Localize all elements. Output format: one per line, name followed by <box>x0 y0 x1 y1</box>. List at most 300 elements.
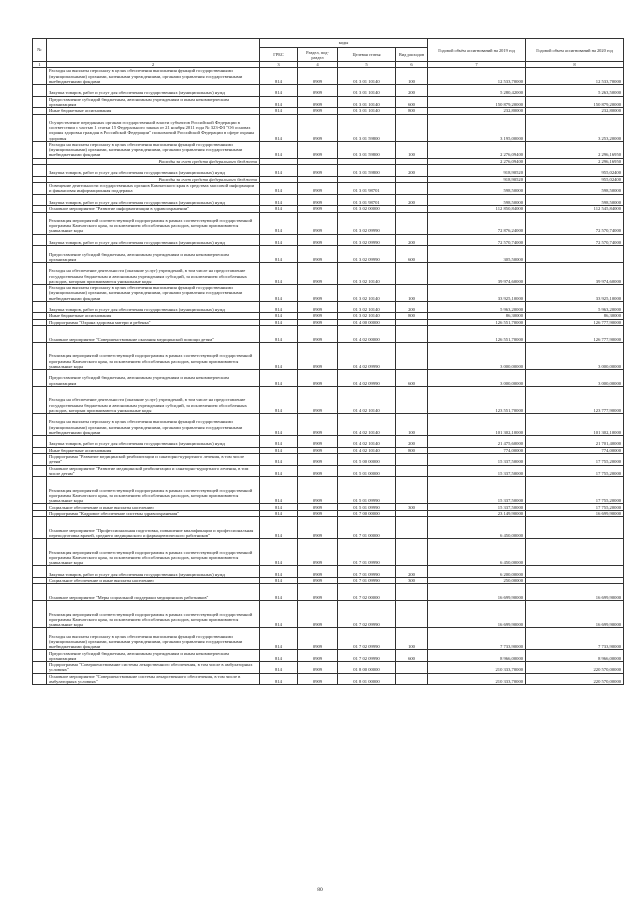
row-grbs-cell: 814 <box>260 326 298 343</box>
table-row <box>33 628 624 650</box>
row-section-cell: 0909 <box>298 673 338 685</box>
row-grbs-cell: 814 <box>260 454 298 466</box>
row-2019-cell: 6 450,00000 <box>428 539 526 566</box>
row-section-cell: 0909 <box>298 584 338 601</box>
row-section-cell: 0909 <box>298 194 338 206</box>
row-number-cell <box>33 182 47 194</box>
row-target-cell: 01 4 02 10140 <box>338 447 396 453</box>
row-grbs-cell: 814 <box>260 504 298 510</box>
row-section-cell: 0909 <box>298 96 338 108</box>
row-target-cell: 01 7 02 00000 <box>338 584 396 601</box>
row-number-cell <box>33 517 47 539</box>
row-section-cell: 0909 <box>298 326 338 343</box>
row-kind-cell <box>396 584 428 601</box>
header-no: № <box>33 39 47 62</box>
row-section-cell: 0909 <box>298 510 338 516</box>
row-grbs-cell: 814 <box>260 577 298 583</box>
table-row <box>33 661 624 673</box>
row-name-cell: Освещение деятельности государственных органов Камчатского края в средствах массовой информации и финансовая информационная поддержка <box>47 182 260 194</box>
row-2020-cell: 17 755,20000 <box>526 454 624 466</box>
row-kind-cell: 600 <box>396 246 428 263</box>
row-grbs-cell: 814 <box>260 414 298 436</box>
row-name-cell: Реализация мероприятий соответствующей подпрограммы в рамках соответствующей государственной программы Камчатского края, за исключением обособленных расходов, которым присваиваются уникальные коды <box>47 342 260 369</box>
row-target-cell: 01 7 01 00000 <box>338 517 396 539</box>
row-section-cell: 0909 <box>298 447 338 453</box>
row-name-cell: Реализация мероприятий соответствующей подпрограммы в рамках соответствующей государственной программы Камчатского края, за исключением обособленных расходов, которым присваиваются уникальные коды <box>47 477 260 504</box>
row-section-cell: 0909 <box>298 436 338 448</box>
col-number: 1 <box>33 62 47 68</box>
row-target-cell: 01 4 02 10140 <box>338 436 396 448</box>
row-name-cell: Расходы на выплаты персоналу в целях обеспечения выполнения функций государственными (муниципальными) органами, казенными учреждениями, органами управления государственными внебюджетными фондами <box>47 141 260 158</box>
row-2019-cell: 15 337,50000 <box>428 477 526 504</box>
row-section-cell: 0909 <box>298 108 338 114</box>
row-2019-cell: 6 200,00000 <box>428 566 526 578</box>
row-section-cell: 0909 <box>298 454 338 466</box>
row-number-cell <box>33 414 47 436</box>
table-row <box>33 517 624 539</box>
row-name-cell: Предоставление субсидий бюджетным, автономным учреждениям и иным некоммерческим организациям <box>47 370 260 387</box>
row-target-cell: 01 5 01 00000 <box>338 465 396 477</box>
row-2019-cell: 39 974,60000 <box>428 262 526 284</box>
row-number-cell <box>33 114 47 141</box>
row-grbs-cell: 814 <box>260 370 298 387</box>
row-2020-cell: 16 699,90000 <box>526 510 624 516</box>
row-grbs-cell: 814 <box>260 436 298 448</box>
row-grbs-cell: 814 <box>260 164 298 176</box>
row-2019-cell: 918,90520 <box>428 164 526 176</box>
table-row <box>33 284 624 301</box>
header-target: Целевая статья <box>338 48 396 62</box>
row-kind-cell: 200 <box>396 164 428 176</box>
row-grbs-cell: 814 <box>260 510 298 516</box>
row-target-cell: 01 3 02 09990 <box>338 212 396 234</box>
row-name-cell: Закупка товаров, работ и услуг для обеспечения государственных (муниципальных) нужд <box>47 164 260 176</box>
row-name-cell: Закупка товаров, работ и услуг для обеспечения государственных (муниципальных) нужд <box>47 436 260 448</box>
row-2020-cell: 39 974,60000 <box>526 262 624 284</box>
row-kind-cell <box>396 386 428 413</box>
row-kind-cell: 100 <box>396 628 428 650</box>
table-row <box>33 342 624 369</box>
row-grbs-cell: 814 <box>260 114 298 141</box>
row-2020-cell: 220 570,00000 <box>526 673 624 685</box>
row-kind-cell: 800 <box>396 108 428 114</box>
row-number-cell <box>33 246 47 263</box>
header-vol-2020: Годовой объем ассигнований на 2020 год <box>526 39 624 62</box>
table-row <box>33 246 624 263</box>
row-grbs-cell: 814 <box>260 319 298 325</box>
row-grbs-cell: 814 <box>260 447 298 453</box>
table-body <box>33 68 624 685</box>
row-number-cell <box>33 96 47 108</box>
table-row <box>33 566 624 578</box>
row-name-cell: Иные бюджетные ассигнования <box>47 447 260 453</box>
row-2019-cell: 598,50000 <box>428 194 526 206</box>
row-2019-cell: 5 963,20000 <box>428 301 526 313</box>
row-grbs-cell: 814 <box>260 141 298 158</box>
row-kind-cell: 200 <box>396 194 428 206</box>
row-target-cell: 01 3 02 10140 <box>338 262 396 284</box>
row-2020-cell: 955,02400 <box>526 164 624 176</box>
row-2019-cell: 23 149,90000 <box>428 510 526 516</box>
row-2020-cell: 126 777,90000 <box>526 319 624 325</box>
row-kind-cell: 800 <box>396 313 428 319</box>
row-section-cell: 0909 <box>298 182 338 194</box>
row-number-cell <box>33 262 47 284</box>
row-2020-cell: 17 755,20000 <box>526 477 624 504</box>
table-row <box>33 584 624 601</box>
row-kind-cell: 200 <box>396 301 428 313</box>
row-target-cell: 01 3 02 09990 <box>338 246 396 263</box>
row-name-cell: Закупка товаров, работ и услуг для обеспечения государственных (муниципальных) нужд <box>47 301 260 313</box>
row-target-cell: 01 7 01 09990 <box>338 577 396 583</box>
row-section-cell: 0909 <box>298 85 338 97</box>
row-section-cell: 0909 <box>298 566 338 578</box>
row-grbs-cell: 814 <box>260 313 298 319</box>
row-kind-cell <box>396 262 428 284</box>
row-2020-cell <box>526 246 624 263</box>
row-grbs-cell: 814 <box>260 206 298 212</box>
row-target-cell: 01 4 02 09990 <box>338 370 396 387</box>
row-2019-cell: 2 276,09400 <box>428 158 526 164</box>
row-2019-cell: 3 000,00000 <box>428 342 526 369</box>
row-target-cell: 01 3 01 98701 <box>338 182 396 194</box>
row-grbs-cell: 814 <box>260 85 298 97</box>
col-number: 8 <box>526 62 624 68</box>
table-row <box>33 262 624 284</box>
row-section-cell: 0909 <box>298 628 338 650</box>
row-grbs-cell: 814 <box>260 628 298 650</box>
row-number-cell <box>33 301 47 313</box>
row-name-cell: Иные бюджетные ассигнования <box>47 108 260 114</box>
row-2019-cell: 250,00000 <box>428 577 526 583</box>
row-number-cell <box>33 164 47 176</box>
row-grbs-cell: 814 <box>260 262 298 284</box>
row-number-cell <box>33 141 47 158</box>
row-grbs-cell: 814 <box>260 246 298 263</box>
row-target-cell: 01 5 00 00000 <box>338 454 396 466</box>
row-target-cell: 01 7 02 09990 <box>338 650 396 662</box>
row-kind-cell <box>396 465 428 477</box>
row-2020-cell: 955,02400 <box>526 176 624 182</box>
row-target-cell: 01 3 01 59800 <box>338 141 396 158</box>
table-row <box>33 601 624 628</box>
row-grbs-cell: 814 <box>260 96 298 108</box>
table-row <box>33 212 624 234</box>
row-number-cell <box>33 194 47 206</box>
row-number-cell <box>33 436 47 448</box>
row-section-cell: 0909 <box>298 370 338 387</box>
row-kind-cell: 300 <box>396 504 428 510</box>
row-name-cell: Расходы за счет средств федерального бюджета <box>47 158 260 164</box>
row-section-cell: 0909 <box>298 206 338 212</box>
row-number-cell <box>33 465 47 477</box>
row-grbs-cell: 814 <box>260 661 298 673</box>
row-grbs-cell: 814 <box>260 566 298 578</box>
row-target-cell: 01 5 01 09990 <box>338 504 396 510</box>
header-name <box>47 39 260 62</box>
row-2020-cell: 86,30000 <box>526 313 624 319</box>
row-name-cell: Закупка товаров, работ и услуг для обеспечения государственных (муниципальных) нужд <box>47 566 260 578</box>
col-number: 3 <box>260 62 298 68</box>
row-number-cell <box>33 539 47 566</box>
row-2019-cell: 16 699,90000 <box>428 584 526 601</box>
row-2019-cell: 72 570,74000 <box>428 234 526 246</box>
row-section-cell: 0909 <box>298 386 338 413</box>
row-2019-cell: 305,50000 <box>428 246 526 263</box>
row-2020-cell: 17 755,20000 <box>526 465 624 477</box>
row-name-cell: Подпрограмма "Охрана здоровья матери и ребенка" <box>47 319 260 325</box>
row-target-cell: 01 4 02 09990 <box>338 342 396 369</box>
row-2019-cell: 126 551,70000 <box>428 326 526 343</box>
row-2019-cell: 8 966,00000 <box>428 650 526 662</box>
row-name-cell: Подпрограмма "Развитие медицинской реабилитации и санаторно-курортного лечения, в том числе детям" <box>47 454 260 466</box>
row-2020-cell: 8 966,00000 <box>526 650 624 662</box>
row-section-cell: 0909 <box>298 650 338 662</box>
table-row <box>33 141 624 158</box>
row-kind-cell <box>396 601 428 628</box>
row-kind-cell <box>396 114 428 141</box>
row-target-cell: 01 3 02 10140 <box>338 301 396 313</box>
table-row <box>33 465 624 477</box>
row-2020-cell: 2 296,16950 <box>526 158 624 164</box>
row-2019-cell: 232,80000 <box>428 108 526 114</box>
row-name-cell: Расходы на выплаты персоналу в целях обеспечения выполнения функций государственными (муниципальными) органами, казенными учреждениями, органами управления государственными внебюджетными фондами <box>47 284 260 301</box>
row-kind-cell: 100 <box>396 414 428 436</box>
table-row <box>33 386 624 413</box>
row-number-cell <box>33 284 47 301</box>
row-kind-cell: 600 <box>396 370 428 387</box>
row-2020-cell <box>526 517 624 539</box>
row-section-cell: 0909 <box>298 284 338 301</box>
row-target-cell: 01 7 00 00000 <box>338 510 396 516</box>
row-2020-cell: 598,50000 <box>526 182 624 194</box>
row-2019-cell: 210 333,70000 <box>428 673 526 685</box>
row-name-cell: Расходы на выплаты персоналу в целях обеспечения выполнения функций государственными (муниципальными) органами, казенными учреждениями, органами управления государственными внебюджетными фондами <box>47 414 260 436</box>
table-row <box>33 539 624 566</box>
row-kind-cell <box>396 517 428 539</box>
row-2020-cell: 3 253,20000 <box>526 114 624 141</box>
row-number-cell <box>33 661 47 673</box>
row-grbs-cell: 814 <box>260 182 298 194</box>
row-2019-cell: 101 302,10000 <box>428 414 526 436</box>
header-codes: коды <box>260 39 428 48</box>
header-grbs: ГРБС <box>260 48 298 62</box>
table-row <box>33 436 624 448</box>
row-grbs-cell: 814 <box>260 234 298 246</box>
row-2020-cell: 12 533,70000 <box>526 68 624 85</box>
row-2019-cell: 126 551,70000 <box>428 319 526 325</box>
row-2019-cell: 918,90520 <box>428 176 526 182</box>
row-section-cell: 0909 <box>298 477 338 504</box>
row-2020-cell: 33 925,10000 <box>526 284 624 301</box>
row-2019-cell: 16 699,90000 <box>428 601 526 628</box>
row-kind-cell: 200 <box>396 436 428 448</box>
row-2020-cell: 17 755,20000 <box>526 504 624 510</box>
col-number: 6 <box>396 62 428 68</box>
row-name-cell: Социальное обеспечение и иные выплаты населению <box>47 504 260 510</box>
row-section-cell: 0909 <box>298 164 338 176</box>
row-name-cell: Реализация мероприятий соответствующей подпрограммы в рамках соответствующей государственной программы Камчатского края, за исключением обособленных расходов, которым присваиваются уникальные коды <box>47 539 260 566</box>
table-row <box>33 96 624 108</box>
row-name-cell: Реализация мероприятий соответствующей подпрограммы в рамках соответствующей государственной программы Камчатского края, за исключением обособленных расходов, которым присваиваются уникальные коды <box>47 601 260 628</box>
row-2020-cell: 3 000,00000 <box>526 342 624 369</box>
row-2020-cell: 112 545,84000 <box>526 206 624 212</box>
row-number-cell <box>33 342 47 369</box>
row-grbs-cell: 814 <box>260 108 298 114</box>
row-grbs-cell: 814 <box>260 212 298 234</box>
row-section-cell: 0909 <box>298 246 338 263</box>
row-2019-cell: 3 195,00000 <box>428 114 526 141</box>
table-row <box>33 234 624 246</box>
row-number-cell <box>33 673 47 685</box>
row-2020-cell: 2 296,16950 <box>526 141 624 158</box>
row-2020-cell: 220 570,00000 <box>526 661 624 673</box>
row-2020-cell: 5 263,50000 <box>526 85 624 97</box>
row-2020-cell: 232,80000 <box>526 108 624 114</box>
table-row <box>33 85 624 97</box>
row-kind-cell: 800 <box>396 447 428 453</box>
budget-table-sheet <box>32 38 623 685</box>
row-2019-cell: 5 280,42000 <box>428 85 526 97</box>
row-2019-cell: 33 925,10000 <box>428 284 526 301</box>
row-name-cell: Предоставление субсидий бюджетным, автономным учреждениям и иным некоммерческим организациям <box>47 246 260 263</box>
row-name-cell: Реализация мероприятий соответствующей подпрограммы в рамках соответствующей государственной программы Камчатского края, за исключением обособленных расходов, которым присваиваются уникальные коды <box>47 212 260 234</box>
row-number-cell <box>33 386 47 413</box>
row-number-cell <box>33 212 47 234</box>
row-name-cell: Основное мероприятие "Развитие информатизации в здравоохранении" <box>47 206 260 212</box>
row-target-cell: 01 4 02 00000 <box>338 326 396 343</box>
row-grbs-cell: 814 <box>260 477 298 504</box>
table-row <box>33 414 624 436</box>
row-number-cell <box>33 454 47 466</box>
row-2019-cell: 123 551,70000 <box>428 386 526 413</box>
row-name-cell: Социальное обеспечение и иные выплаты населению <box>47 577 260 583</box>
row-section-cell: 0909 <box>298 342 338 369</box>
row-name-cell: Закупка товаров, работ и услуг для обеспечения государственных (муниципальных) нужд <box>47 234 260 246</box>
row-target-cell: 01 3 01 10140 <box>338 68 396 85</box>
row-2020-cell: 126 777,90000 <box>526 326 624 343</box>
row-section-cell: 0909 <box>298 301 338 313</box>
row-section-cell: 0909 <box>298 114 338 141</box>
row-name-cell: Подпрограмма "Совершенствование системы лекарственного обеспечения, в том числе в амбулаторных условиях" <box>47 661 260 673</box>
table-row <box>33 301 624 313</box>
header-section: Раздел, под- раздел <box>298 48 338 62</box>
row-target-cell: 01 3 01 59800 <box>338 164 396 176</box>
row-section-cell: 0909 <box>298 517 338 539</box>
row-name-cell: Основное мероприятие "Меры социальной поддержки медицинских работников" <box>47 584 260 601</box>
row-target-cell: 01 3 01 59800 <box>338 114 396 141</box>
row-grbs-cell: 814 <box>260 601 298 628</box>
row-2020-cell: 21 701,40000 <box>526 436 624 448</box>
row-2020-cell: 72 570,74000 <box>526 234 624 246</box>
row-kind-cell: 600 <box>396 96 428 108</box>
row-kind-cell <box>396 477 428 504</box>
row-name-cell: Подпрограмма "Кадровое обеспечение системы здравоохранения" <box>47 510 260 516</box>
row-2019-cell: 15 337,50000 <box>428 454 526 466</box>
row-2020-cell: 150 879,20000 <box>526 96 624 108</box>
row-number-cell <box>33 68 47 85</box>
row-name-cell: Закупка товаров, работ и услуг для обеспечения государственных (муниципальных) нужд <box>47 85 260 97</box>
table-row <box>33 370 624 387</box>
row-2019-cell: 150 879,20000 <box>428 96 526 108</box>
row-kind-cell: 600 <box>396 650 428 662</box>
table-row <box>33 454 624 466</box>
row-2019-cell: 2 276,09400 <box>428 141 526 158</box>
row-kind-cell <box>396 326 428 343</box>
row-grbs-cell: 814 <box>260 673 298 685</box>
row-2020-cell: 3 000,00000 <box>526 370 624 387</box>
row-name-cell: Основное мероприятие "Развитие медицинской реабилитации и санаторно-курортного лечения, в том числе детям" <box>47 465 260 477</box>
row-grbs-cell: 814 <box>260 650 298 662</box>
col-number: 5 <box>338 62 396 68</box>
row-2019-cell: 774,00000 <box>428 447 526 453</box>
row-grbs-cell: 814 <box>260 301 298 313</box>
row-target-cell: 01 3 02 10140 <box>338 284 396 301</box>
row-section-cell: 0909 <box>298 313 338 319</box>
row-target-cell: 01 7 01 09990 <box>338 539 396 566</box>
row-section-cell: 0909 <box>298 577 338 583</box>
row-name-cell: Предоставление субсидий бюджетным, автономным учреждениям и иным некоммерческим организациям <box>47 650 260 662</box>
row-grbs-cell: 814 <box>260 517 298 539</box>
table-row <box>33 326 624 343</box>
row-2019-cell: 15 337,50000 <box>428 504 526 510</box>
row-kind-cell: 200 <box>396 566 428 578</box>
row-2020-cell: 101 302,10000 <box>526 414 624 436</box>
row-name-cell: Основное мероприятие "Профессиональная подготовка, повышение квалификации и профессиональная переподготовка врачей, среднего медицинского и фармацевтического работников" <box>47 517 260 539</box>
row-section-cell: 0909 <box>298 68 338 85</box>
row-2020-cell: 72 570,74000 <box>526 212 624 234</box>
table-row <box>33 68 624 85</box>
row-kind-cell <box>396 342 428 369</box>
row-number-cell <box>33 601 47 628</box>
row-2019-cell: 112 850,84000 <box>428 206 526 212</box>
budget-table <box>32 38 624 685</box>
row-target-cell: 01 4 02 10140 <box>338 386 396 413</box>
row-section-cell: 0909 <box>298 319 338 325</box>
row-grbs-cell: 814 <box>260 194 298 206</box>
header-kind: Вид расходов <box>396 48 428 62</box>
row-number-cell <box>33 477 47 504</box>
row-target-cell: 01 3 01 10140 <box>338 96 396 108</box>
row-name-cell: Расходы на обеспечение деятельности (оказание услуг) учреждений, в том числе на предоставление государственным бюджетным и автономным учреждениям субсидий, за исключением обособленных расходов, которым присваиваются уникальные коды <box>47 262 260 284</box>
row-section-cell: 0909 <box>298 504 338 510</box>
row-grbs-cell: 814 <box>260 584 298 601</box>
col-number: 7 <box>428 62 526 68</box>
row-kind-cell <box>396 454 428 466</box>
row-kind-cell: 100 <box>396 68 428 85</box>
row-2019-cell: 21 475,60000 <box>428 436 526 448</box>
row-name-cell: Основное мероприятие "Совершенствование оказания медицинской помощи детям" <box>47 326 260 343</box>
table-row <box>33 650 624 662</box>
row-2019-cell: 3 000,00000 <box>428 370 526 387</box>
row-2020-cell: 598,50000 <box>526 194 624 206</box>
row-section-cell: 0909 <box>298 661 338 673</box>
row-2019-cell: 6 450,00000 <box>428 517 526 539</box>
row-2020-cell: 5 963,20000 <box>526 301 624 313</box>
row-name-cell: Расходы за счет средств федерального бюджета <box>47 176 260 182</box>
table-row <box>33 477 624 504</box>
row-2020-cell <box>526 566 624 578</box>
row-kind-cell <box>396 673 428 685</box>
row-target-cell: 01 8 01 00000 <box>338 673 396 685</box>
row-number-cell <box>33 650 47 662</box>
row-grbs-cell: 814 <box>260 68 298 85</box>
row-kind-cell: 100 <box>396 141 428 158</box>
row-kind-cell: 300 <box>396 577 428 583</box>
row-section-cell: 0909 <box>298 539 338 566</box>
row-name-cell: Иные бюджетные ассигнования <box>47 313 260 319</box>
row-2020-cell: 16 699,90000 <box>526 601 624 628</box>
